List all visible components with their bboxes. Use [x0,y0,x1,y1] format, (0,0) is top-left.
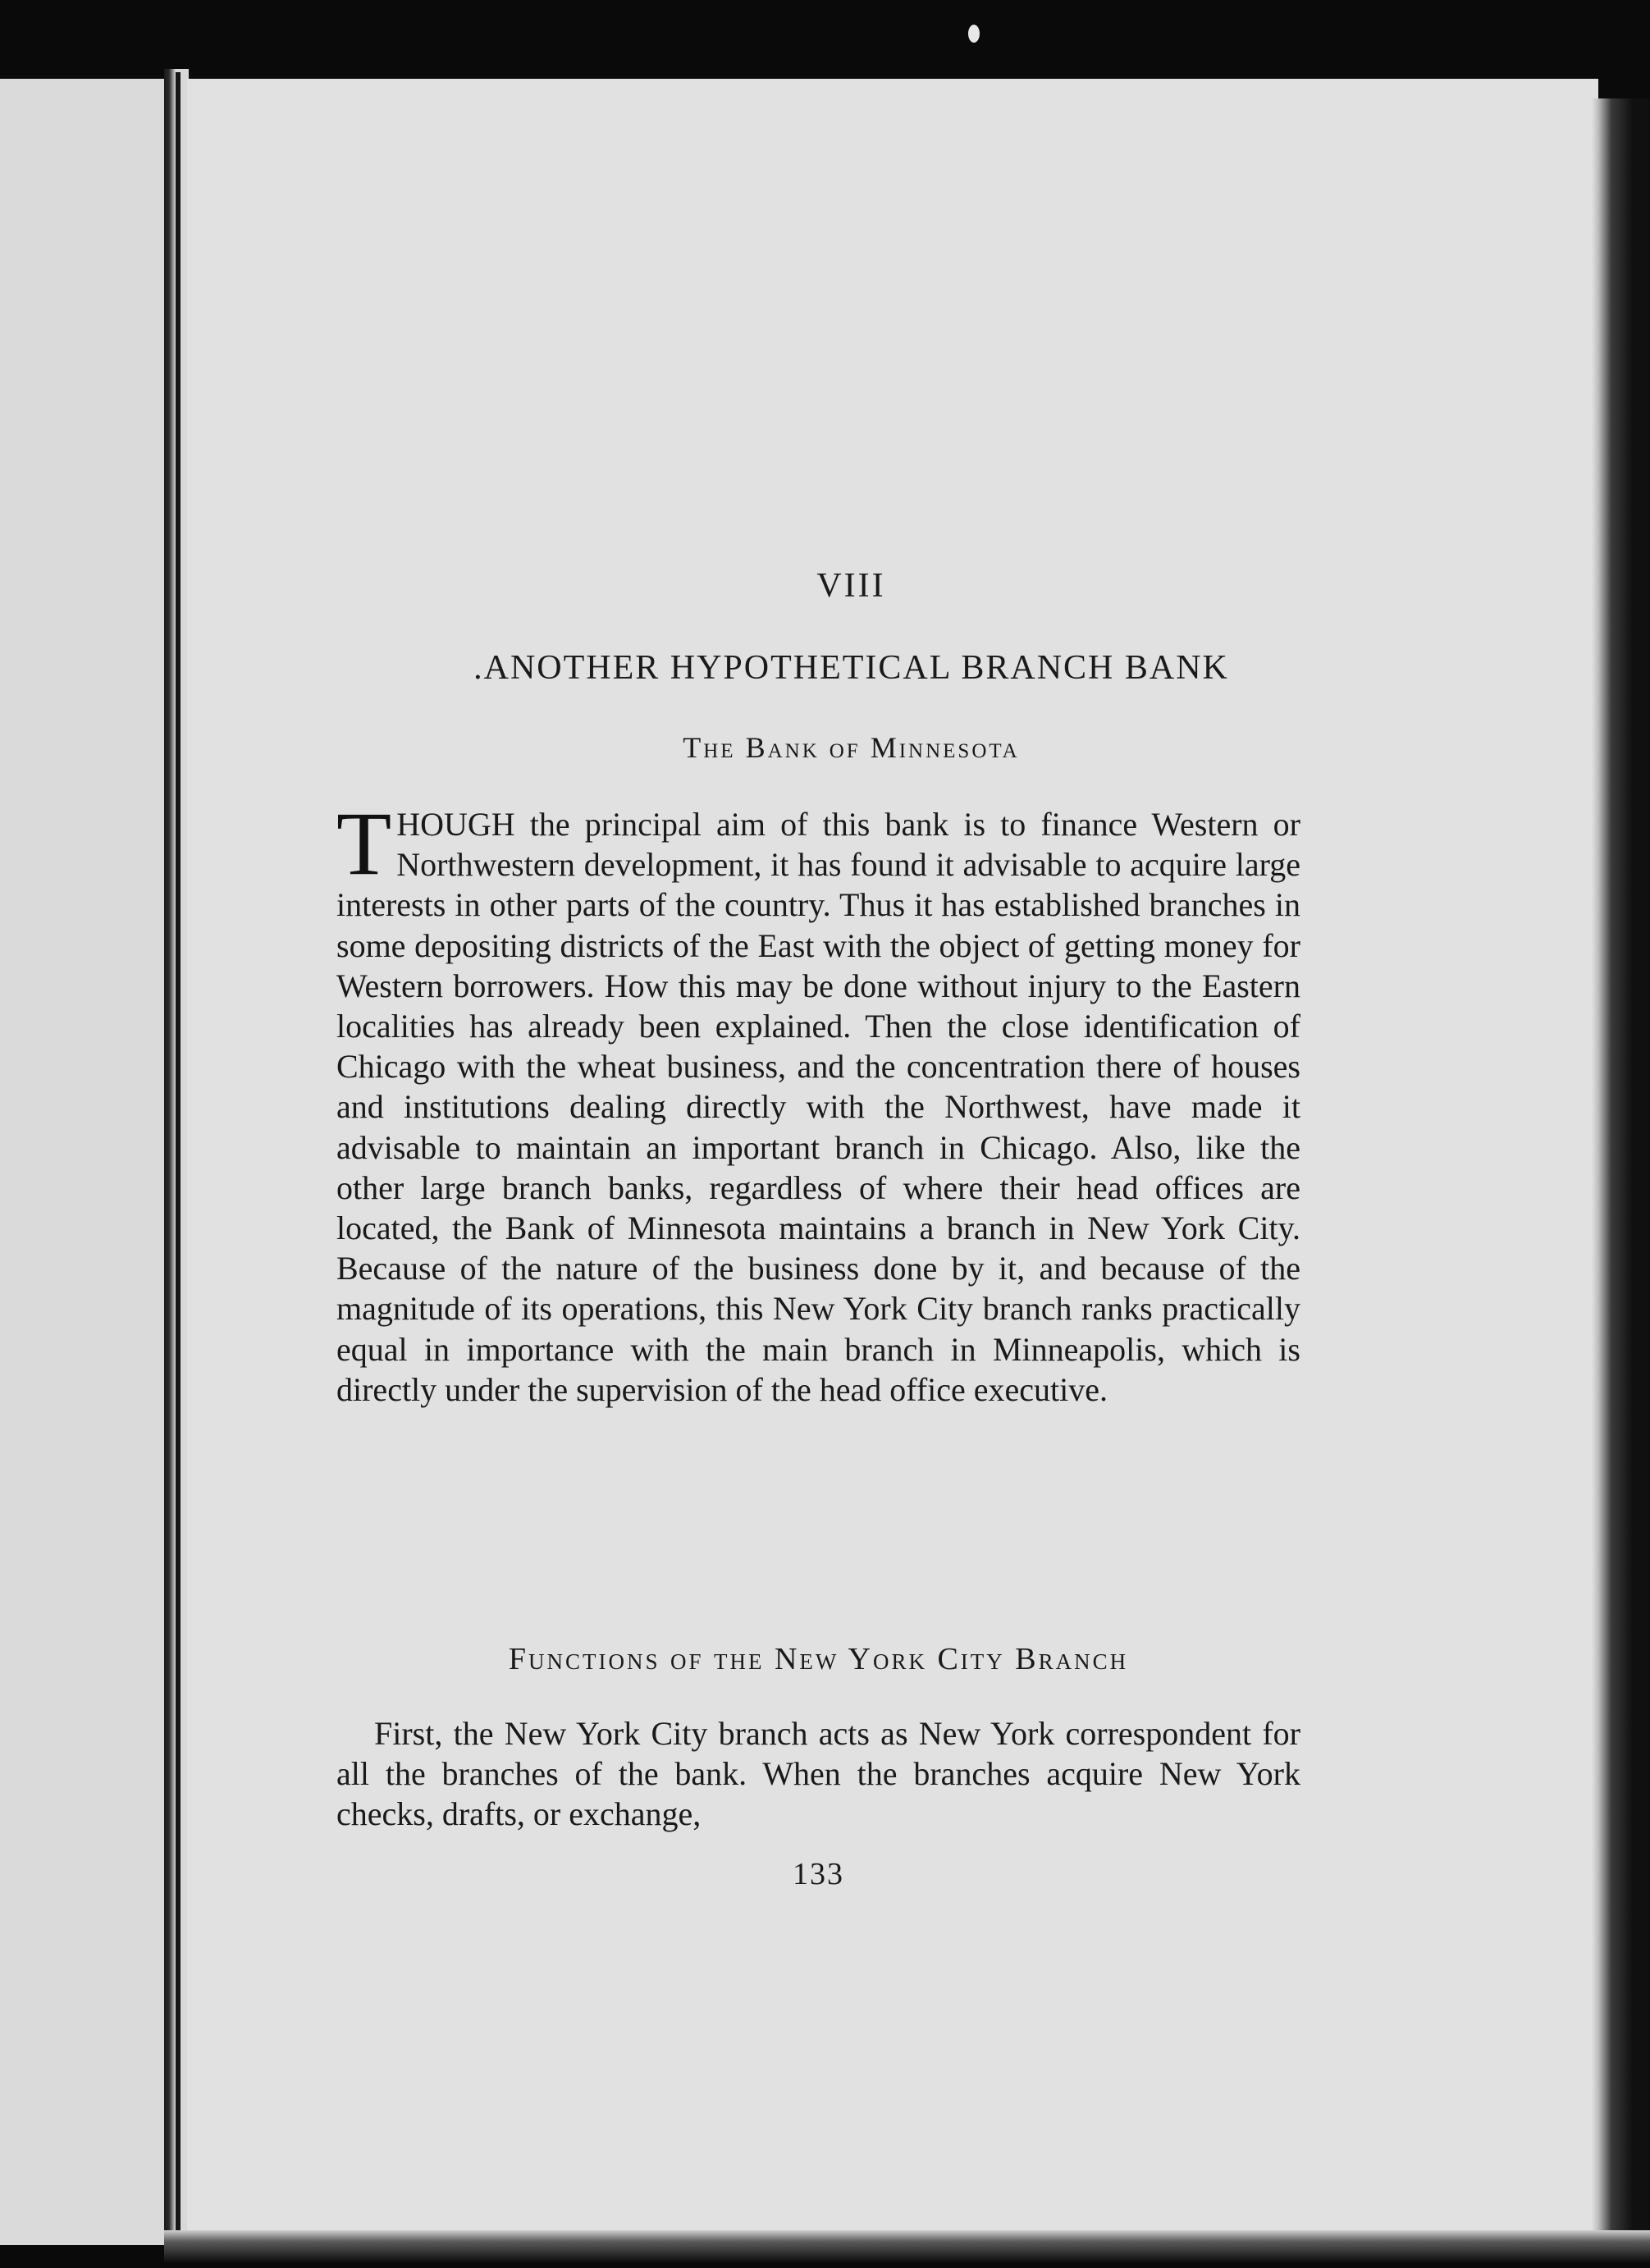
page-number: 133 [793,1857,844,1891]
chapter-number: VIII [816,567,886,605]
page-bottom-edge [164,2230,1650,2268]
page-right-edge [1592,98,1649,2232]
body-paragraph-1 [336,793,1300,1410]
section-heading: Functions of the New York City Branch [508,1642,1129,1676]
body-paragraph-2: First, the New York City branch acts as New York correspondent for all the branches of the bank. When the branches acquire New York checks, drafts, or exchange, [336,1715,1300,1832]
chapter-title: .ANOTHER HYPOTHETICAL BRANCH BANK [473,649,1229,687]
facing-page-edge [0,79,164,2245]
chapter-subtitle: The Bank of Minnesota [683,731,1020,764]
gutter-line [176,72,181,2247]
drop-cap: T [336,793,392,894]
paragraph-1-text: HOUGH the principal aim of this bank is to finance Western or Northwestern development, it has found it advisable to acquire large interests in other parts of the country. Thus it has established branches in some depositing districts of the East with the object of getting money for Western borrowers. How this may be done without injury to the Eastern localities has already been explained. Then the close identification of Chicago with the wheat business, and the concentration there of houses and institutions dealing directly with the Northwest, have made it advisable to maintain an important branch in Chicago. Also, like the other large branch banks, regardless of where their head offices are located, the Bank of Minnesota maintains a branch in New York City. Because of the nature of the business done by it, and because of the magnitude of its operations, this New York City branch ranks practically equal in importance with the main branch in Minneapolis, which is directly under the supervision of the head office executive. [336,806,1300,1408]
scan-artifact [968,25,980,43]
